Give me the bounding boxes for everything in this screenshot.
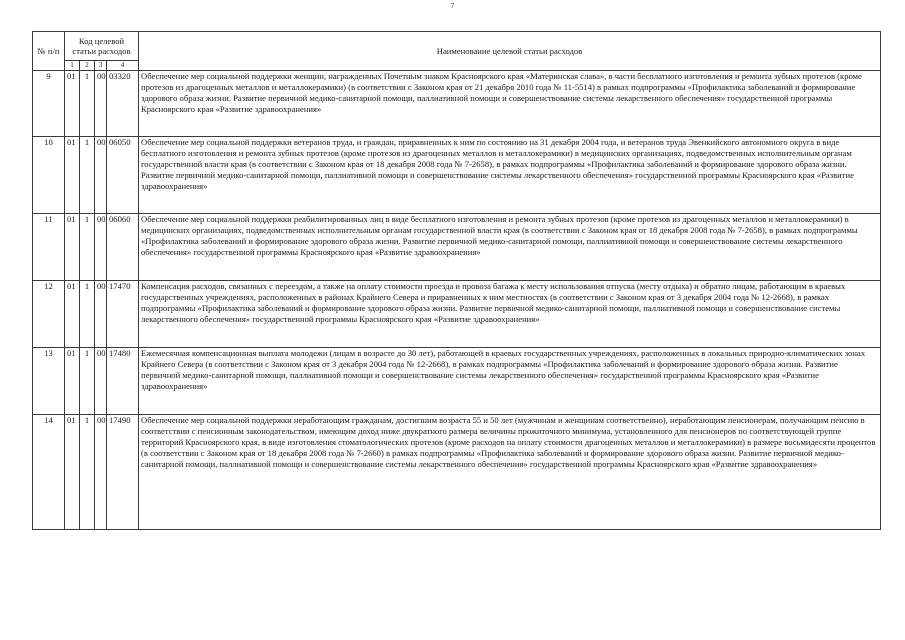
- code-part-1: 01: [65, 214, 80, 281]
- code-part-4: 17490: [107, 415, 139, 530]
- row-num: 12: [33, 281, 65, 348]
- header-name: Наименование целевой статьи расходов: [139, 32, 881, 71]
- table-row: [33, 348, 881, 415]
- code-part-4: 06050: [107, 137, 139, 214]
- budget-table: [32, 31, 881, 530]
- code-part-3: 00: [95, 348, 107, 415]
- row-num: 14: [33, 415, 65, 530]
- expense-name: Обеспечение мер социальной поддержки женщин, награжденных Почетным знаком Красноярского края «Материнская слава», в части бесплатного изготовления и ремонта зубных протезов (кроме протезов из драгоценных металлов и металлокерамики) (в соответствии с Законом края от 21 декабря 2010 года № 11-5514) в рамках подпрограммы «Профилактика заболеваний и формирование здорового образа жизни. Развитие первичной медико-санитарной помощи, паллиативной помощи и совершенствование системы лекарственного обеспечения» государственной программы Красноярского края «Развитие здравоохранения»: [139, 71, 881, 137]
- header-row: [33, 32, 881, 61]
- code-part-3: 00: [95, 71, 107, 137]
- code-part-2: 1: [80, 281, 95, 348]
- code-part-3: 00: [95, 214, 107, 281]
- table-row: [33, 214, 881, 281]
- header-code: Код целевой статьи расходов: [65, 32, 139, 61]
- code-part-2: 1: [80, 415, 95, 530]
- expense-name: Обеспечение мер социальной поддержки неработающим гражданам, достигшим возраста 55 и 50 лет (мужчинам и женщинам соответственно), неработающим пенсионерам, получающим пенсию в соответствии с пенсионным законодательством, имеющим доход ниже двукратного размера величины прожиточного минимума, установленного для пенсионеров по соответствующей группе территорий Красноярского края, в виде изготовления стоматологических протезов (кроме расходов на оплату стоимости драгоценных металлов и металлокерамики) в размере восьмидесяти процентов (в соответствии с Законом края от 18 декабря 2008 года № 7-2660) в рамках подпрограммы «Профилактика заболеваний и формирование здорового образа жизни. Развитие первичной медико-санитарной помощи, паллиативной помощи и совершенствование системы лекарственного обеспечения» государственной программы Красноярского края «Развитие здравоохранения»: [139, 415, 881, 530]
- col-number-1: 1: [65, 61, 80, 71]
- code-part-1: 01: [65, 415, 80, 530]
- row-num: 11: [33, 214, 65, 281]
- expense-name: Ежемесячная компенсационная выплата молодежи (лицам в возрасте до 30 лет), работающей в краевых государственных учреждениях, расположенных в локальных природно-климатических зонах Крайнего Севера (в соответствии с Законом края от 3 декабря 2004 года № 12-2668), в рамках подпрограммы «Профилактика заболеваний и формирование здорового образа жизни. Развитие первичной медико-санитарной помощи, паллиативной помощи и совершенствование системы лекарственного обеспечения» государственной программы Красноярского края «Развитие здравоохранения»: [139, 348, 881, 415]
- code-part-3: 00: [95, 281, 107, 348]
- page-number: 7: [450, 2, 455, 10]
- code-part-4: 17480: [107, 348, 139, 415]
- code-part-3: 00: [95, 137, 107, 214]
- table-row: [33, 137, 881, 214]
- code-part-4: 03320: [107, 71, 139, 137]
- code-part-4: 17470: [107, 281, 139, 348]
- expense-name: Обеспечение мер социальной поддержки реабилитированных лиц в виде бесплатного изготовления и ремонта зубных протезов (кроме протезов из драгоценных металлов и металлокерамики) в медицинских организациях, подведомственных исполнительным органам государственной власти края (в соответствии с Законом края от 18 декабря 2008 года № 7-2658), в рамках подпрограммы «Профилактика заболеваний и формирование здорового образа жизни. Развитие первичной медико-санитарной помощи, паллиативной помощи и совершенствование системы лекарственного обеспечения» государственной программы Красноярского края «Развитие здравоохранения»: [139, 214, 881, 281]
- row-num: 10: [33, 137, 65, 214]
- expense-name: Обеспечение мер социальной поддержки ветеранов труда, и граждан, приравненных к ним по состоянию на 31 декабря 2004 года, и ветеранов труда Эвенкийского автономного округа в виде бесплатного изготовления и ремонта зубных протезов (кроме протезов из драгоценных металлов и металлокерамики) в медицинских организациях, подведомственных исполнительным органам государственной власти края (в соответствии с Законом края от 18 декабря 2008 года № 7-2658), в рамках подпрограммы «Профилактика заболеваний и формирование здорового образа жизни. Развитие первичной медико-санитарной помощи, паллиативной помощи и совершенствование системы лекарственного обеспечения» государственной программы Красноярского края «Развитие здравоохранения»: [139, 137, 881, 214]
- code-part-2: 1: [80, 71, 95, 137]
- table-row: [33, 415, 881, 530]
- code-part-3: 00: [95, 415, 107, 530]
- code-part-1: 01: [65, 137, 80, 214]
- code-part-2: 1: [80, 348, 95, 415]
- table-row: [33, 71, 881, 137]
- table-row: [33, 281, 881, 348]
- code-part-4: 06060: [107, 214, 139, 281]
- row-num: 13: [33, 348, 65, 415]
- code-part-1: 01: [65, 71, 80, 137]
- col-number-4: 4: [107, 61, 139, 71]
- header-num: № п/п: [33, 32, 65, 71]
- code-part-2: 1: [80, 137, 95, 214]
- col-number-3: 3: [95, 61, 107, 71]
- row-num: 9: [33, 71, 65, 137]
- code-part-1: 01: [65, 281, 80, 348]
- code-part-1: 01: [65, 348, 80, 415]
- col-number-2: 2: [80, 61, 95, 71]
- expense-name: Компенсация расходов, связанных с переездом, а также на оплату стоимости проезда и провоза багажа к месту использования отпуска (месту отдыха) и обратно лицам, работающим в краевых государственных учреждениях, расположенных в районах Крайнего Севера и приравненных к ним местностях (в соответствии с Законом края от 3 декабря 2004 года № 12-2668), в рамках подпрограммы «Профилактика заболеваний и формирование здорового образа жизни. Развитие первичной медико-санитарной помощи, паллиативной помощи и совершенствование системы лекарственного обеспечения» государственной программы Красноярского края «Развитие здравоохранения»: [139, 281, 881, 348]
- code-part-2: 1: [80, 214, 95, 281]
